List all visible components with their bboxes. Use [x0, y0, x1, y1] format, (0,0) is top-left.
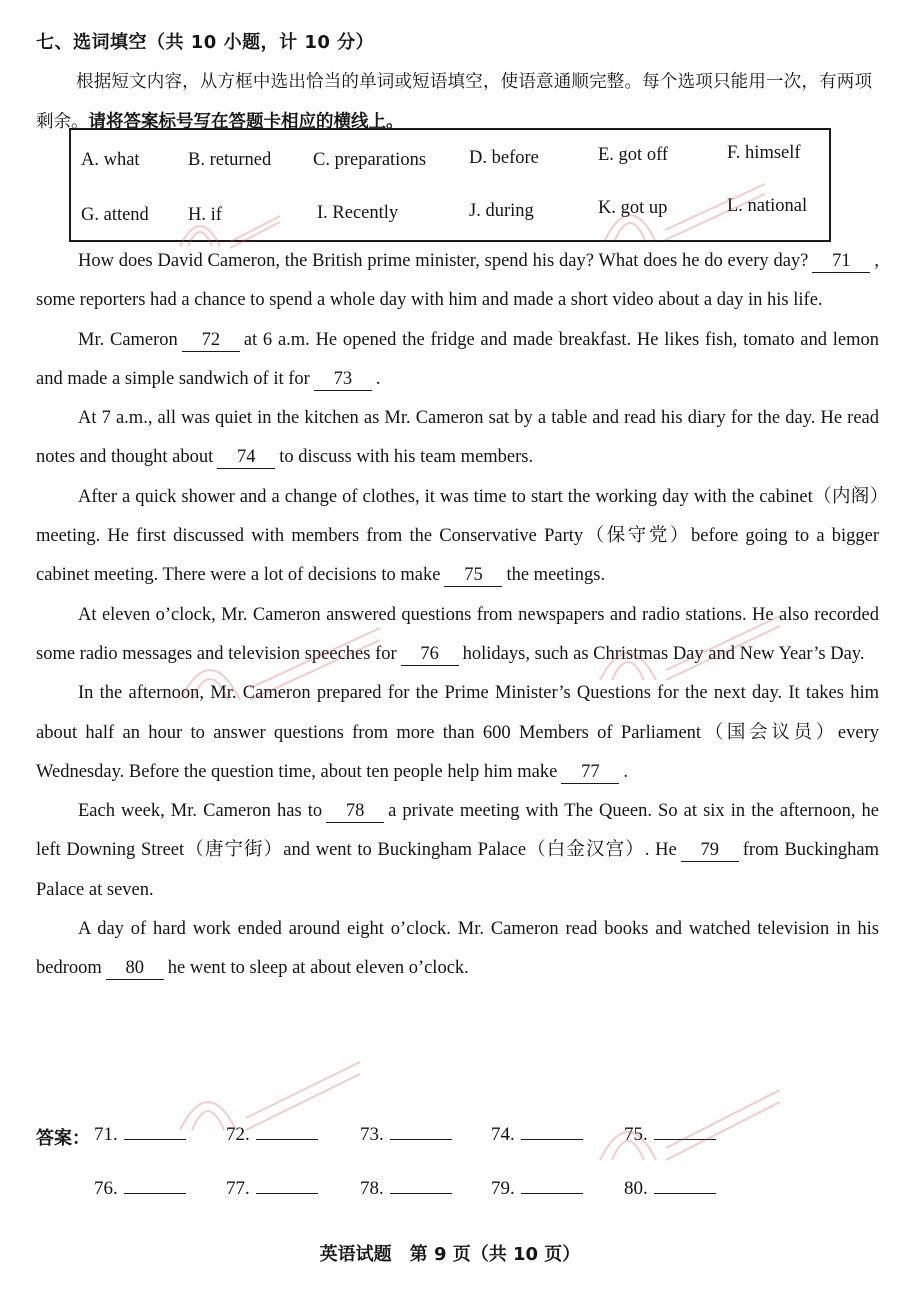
blank-80: 80 [106, 957, 164, 980]
paragraph-text: How does David Cameron, the British prime minister, spend his day? What does he do every day? [78, 251, 809, 271]
option-k: K. got up [598, 198, 668, 218]
answer-row-1 [36, 1124, 856, 1154]
answer-75[interactable] [624, 1124, 716, 1146]
options-box [69, 128, 831, 242]
answer-number: 72. [226, 1124, 250, 1145]
paragraph-text: At eleven o’clock, Mr. Cameron answered questions from newspapers and radio stations. He also recorded some radio messages and television speeches for [36, 604, 879, 664]
paragraph-text: Mr. Cameron [78, 329, 178, 350]
answer-line[interactable] [654, 1125, 716, 1140]
answer-row-2 [36, 1178, 856, 1208]
answer-80[interactable] [624, 1178, 716, 1200]
option-a: A. what [81, 150, 140, 170]
blank-73: 73 [314, 368, 372, 391]
option-d: D. before [469, 148, 539, 168]
answer-number: 78. [360, 1178, 384, 1199]
answer-label: 答案： [36, 1128, 90, 1149]
answer-73[interactable] [360, 1124, 452, 1146]
paragraph-7 [36, 792, 879, 910]
answer-number: 77. [226, 1178, 250, 1199]
answer-number: 79. [491, 1178, 515, 1199]
paragraph-text: at 6 a.m. He opened the fridge and made breakfast. He likes fish, tomato and lemon and made a simple sandwich of it for [36, 329, 880, 389]
blank-77: 77 [561, 761, 619, 784]
answer-line[interactable] [124, 1125, 186, 1140]
answer-71[interactable] [94, 1124, 186, 1146]
answer-line[interactable] [521, 1125, 583, 1140]
option-g: G. attend [81, 205, 149, 225]
paragraph-text: At 7 a.m., all was quiet in the kitchen as Mr. Cameron sat by a table and read his diary for the day. He read notes and thought about [36, 408, 879, 468]
page-footer: 英语试题 第 9 页（共 10 页） [319, 1244, 581, 1265]
paragraph-text: the meetings. [506, 565, 606, 586]
answer-number: 80. [624, 1178, 648, 1199]
option-l: L. national [727, 196, 808, 216]
answer-76[interactable] [94, 1178, 186, 1200]
blank-78: 78 [326, 800, 384, 823]
option-h: H. if [188, 205, 222, 225]
instruction-emphasis: 请将答案标号写在答题卡相应的横线上。 [88, 112, 404, 132]
paragraph-text: . [623, 761, 628, 782]
paragraph-3 [36, 399, 879, 478]
blank-76: 76 [401, 643, 459, 666]
option-i: I. Recently [317, 203, 399, 223]
passage [36, 242, 879, 989]
paragraph-text: Each week, Mr. Cameron has to [78, 801, 323, 822]
blank-74: 74 [217, 446, 275, 469]
answer-line[interactable] [654, 1179, 716, 1194]
paragraph-text: , some reporters had a chance to spend a whole day with him and made a short video about a day in his life. [36, 251, 879, 311]
paragraph-text: from Buckingham Palace at seven. [36, 840, 879, 900]
paragraph-text: a private meeting with The Queen. So at six in the afternoon, he left Downing Street（唐宁街）and went to Buckingham Palace（白金汉宫）. He [36, 801, 879, 861]
option-f: F. himself [727, 143, 801, 163]
paragraph-2 [36, 321, 879, 400]
paragraph-text: holidays, such as Christmas Day and New Year’s Day. [462, 643, 865, 664]
paragraph-text: to discuss with his team members. [279, 447, 534, 468]
blank-71: 71 [812, 250, 870, 273]
answer-number: 74. [491, 1124, 515, 1145]
answer-line[interactable] [256, 1179, 318, 1194]
paragraph-4 [36, 478, 879, 596]
option-c: C. preparations [313, 150, 427, 170]
answer-number: 73. [360, 1124, 384, 1145]
paragraph-5 [36, 596, 879, 675]
answer-number: 71. [94, 1124, 118, 1145]
blank-75: 75 [444, 564, 502, 587]
answer-74[interactable] [491, 1124, 583, 1146]
answer-line[interactable] [521, 1179, 583, 1194]
answer-line[interactable] [390, 1125, 452, 1140]
paragraph-text: After a quick shower and a change of clothes, it was time to start the working day with the cabinet（内阁）meeting. He first discussed with members from the Conservative Party（保守党）before going to a bigger cabinet meeting. There were a lot of decisions to make [36, 486, 879, 586]
answer-number: 76. [94, 1178, 118, 1199]
paragraph-6 [36, 674, 879, 792]
answer-72[interactable] [226, 1124, 318, 1146]
paragraph-text: In the afternoon, Mr. Cameron prepared for the Prime Minister’s Questions for the next day. It takes him about half an hour to answer questions from more than 600 Members of Parliament（国会议员）every Wednesday. Before the question time, about ten people help him make [36, 683, 879, 782]
option-e: E. got off [598, 145, 669, 165]
blank-79: 79 [681, 839, 739, 862]
paragraph-text: A day of hard work ended around eight o’clock. Mr. Cameron read books and watched television in his bedroom [36, 919, 879, 979]
section-title: 七、选词填空（共 10 小题，计 10 分） [36, 32, 375, 53]
answer-line[interactable] [124, 1179, 186, 1194]
answer-78[interactable] [360, 1178, 452, 1200]
answer-line[interactable] [390, 1179, 452, 1194]
paragraph-text: he went to sleep at about eleven o’clock. [167, 958, 469, 979]
paragraph-text: . [375, 368, 381, 389]
answer-77[interactable] [226, 1178, 318, 1200]
paragraph-8 [36, 910, 879, 989]
instruction-text: 根据短文内容，从方框中选出恰当的单词或短语填空，使语意通顺完整。每个选项只能用一次，有两项剩余。 [36, 72, 872, 132]
blank-72: 72 [182, 329, 240, 352]
option-j: J. during [469, 201, 534, 221]
answer-79[interactable] [491, 1178, 583, 1200]
option-b: B. returned [188, 150, 272, 170]
answer-number: 75. [624, 1124, 648, 1145]
paragraph-1 [36, 242, 879, 321]
answer-line[interactable] [256, 1125, 318, 1140]
